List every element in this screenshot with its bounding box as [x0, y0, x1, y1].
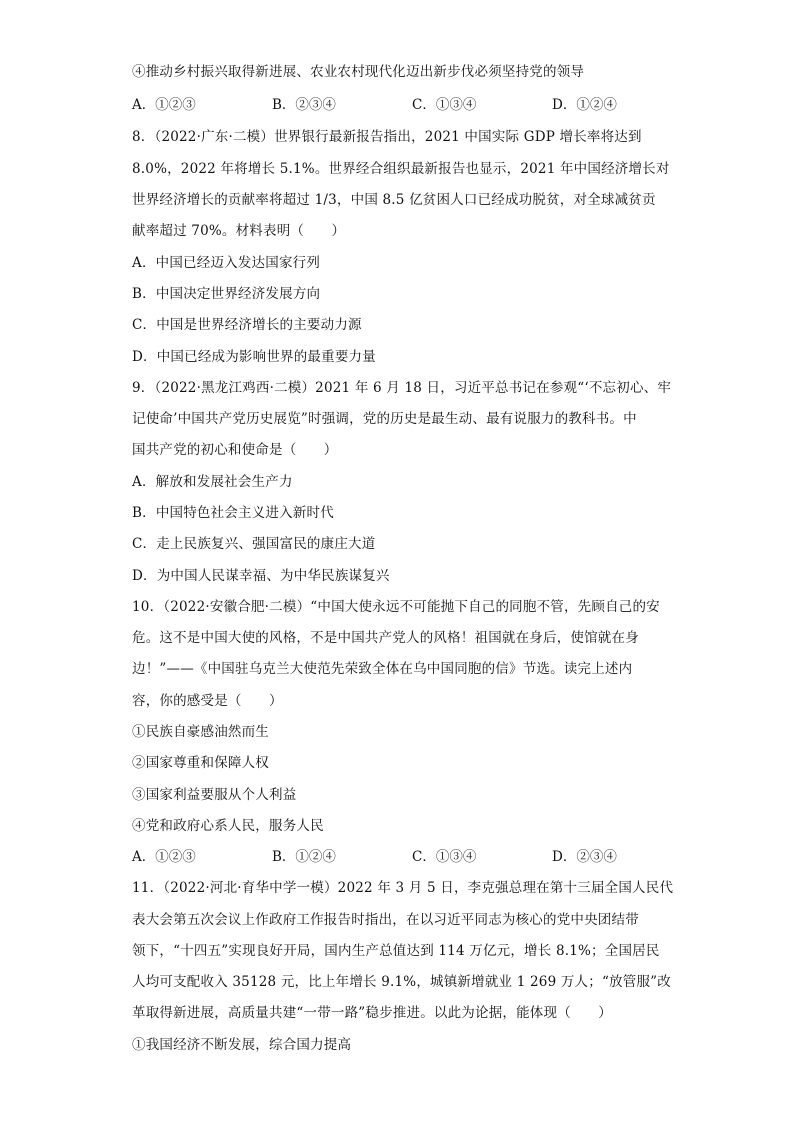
q9-stem-line-3: 国共产党的初心和使命是（ ） [132, 442, 338, 458]
q11-item-1: ①我国经济不断发展，综合国力提高 [132, 1037, 352, 1053]
q7-option-b[interactable]: B．②③④ [272, 97, 336, 113]
q10-stem-line-4: 容，你的感受是（ ） [132, 693, 283, 709]
q10-stem-line-3: 边！”——《中国驻乌克兰大使范先荣致全体在乌中国同胞的信》节选。读完上述内 [132, 661, 633, 677]
q10-stem-line-1: 10．（2022·安徽合肥·二模）“中国大使永远不可能抛下自己的同胞不管，先顾自己的安 [132, 599, 660, 615]
q11-stem-line-1: 11．（2022·河北·育华中学一模）2022 年 3 月 5 日，李克强总理在第十三届全国人民代 [132, 880, 674, 896]
q10-option-a[interactable]: A．①②③ [132, 849, 196, 865]
q11-stem-line-3: 领下，“十四五”实现良好开局，国内生产总值达到 114 万亿元，增长 8.1%；全国居民 [132, 943, 660, 959]
q10-item-4: ④党和政府心系人民，服务人民 [132, 818, 324, 834]
q10-item-3: ③国家利益要服从个人利益 [132, 787, 297, 803]
q10-stem-line-2: 危。这不是中国大使的风格，不是中国共产党人的风格！祖国就在身后，使馆就在身 [132, 630, 639, 646]
q11-stem-line-5: 革取得新进展，高质量共建“一带一路”稳步推进。以此为论据，能体现（ ） [132, 1005, 613, 1021]
q9-option-d[interactable]: D．为中国人民谋幸福、为中华民族谋复兴 [132, 568, 390, 584]
q8-option-d[interactable]: D．中国已经成为影响世界的最重要力量 [132, 349, 376, 365]
q7-option-c[interactable]: C．①③④ [412, 97, 477, 113]
q8-option-b[interactable]: B．中国决定世界经济发展方向 [132, 286, 321, 302]
q10-options [132, 848, 692, 866]
q8-stem-line-1: 8．（2022·广东·二模）世界银行最新报告指出，2021 中国实际 GDP 增长率将达到 [132, 129, 642, 145]
q8-stem-line-4: 献率超过 70%。材料表明（ ） [132, 223, 346, 239]
q7-options [132, 96, 692, 114]
q11-stem-line-2: 表大会第五次会议上作政府工作报告时指出，在以习近平同志为核心的党中央团结带 [132, 912, 639, 928]
q8-option-c[interactable]: C．中国是世界经济增长的主要动力源 [132, 317, 362, 333]
q9-option-a[interactable]: A．解放和发展社会生产力 [132, 474, 293, 490]
q8-stem-line-2: 8.0%，2022 年将增长 5.1%。世界经合组织最新报告也显示，2021 年中国经济增长对 [132, 161, 670, 177]
q8-stem-line-3: 世界经济增长的贡献率将超过 1/3，中国 8.5 亿贫困人口已经成功脱贫，对全球减贫贡 [132, 192, 656, 208]
q10-option-b[interactable]: B．①②④ [272, 849, 336, 865]
q10-item-1: ①民族自豪感油然而生 [132, 724, 269, 740]
q8-option-a[interactable]: A．中国已经迈入发达国家行列 [132, 255, 321, 271]
q11-stem-line-4: 人均可支配收入 35128 元，比上年增长 9.1%，城镇新增就业 1 269 万人；“放管服”改 [132, 974, 671, 990]
q10-option-c[interactable]: C．①③④ [412, 849, 477, 865]
q10-option-d[interactable]: D．②③④ [552, 849, 617, 865]
q9-option-c[interactable]: C．走上民族复兴、强国富民的康庄大道 [132, 536, 376, 552]
q7-item-4: ④推动乡村振兴取得新进展、农业农村现代化迈出新步伐必须坚持党的领导 [132, 64, 585, 80]
q7-option-d[interactable]: D．①②④ [552, 97, 617, 113]
q7-option-a[interactable]: A．①②③ [132, 97, 196, 113]
q9-stem-line-1: 9．（2022·黑龙江鸡西·二模）2021 年 6 月 18 日，习近平总书记在参观“‘不忘初心、牢 [132, 380, 672, 396]
q9-option-b[interactable]: B．中国特色社会主义进入新时代 [132, 505, 334, 521]
q10-item-2: ②国家尊重和保障人权 [132, 755, 269, 771]
q9-stem-line-2: 记使命’中国共产党历史展览”时强调，党的历史是最生动、最有说服力的教科书。中 [132, 411, 637, 427]
